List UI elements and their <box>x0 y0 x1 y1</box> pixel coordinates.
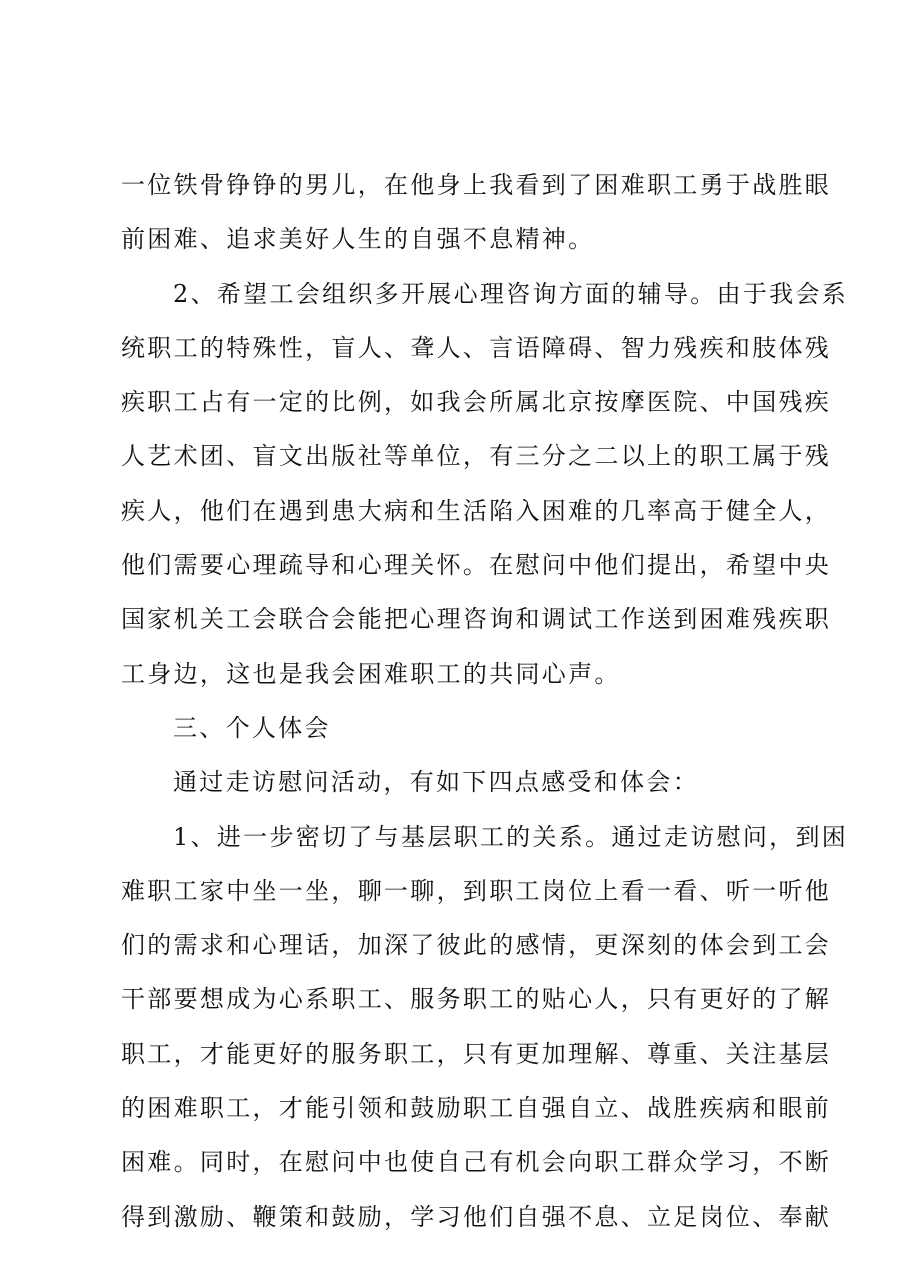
text-line: 疾人，他们在遇到患大病和生活陷入困难的几率高于健全人， <box>121 496 832 525</box>
text-line: 干部要想成为心系职工、服务职工的贴心人，只有更好的了解 <box>121 985 832 1014</box>
text-line: 难职工家中坐一坐，聊一聊，到职工岗位上看一看、听一听他 <box>121 876 832 905</box>
paragraph-start-line: 通过走访慰问活动，有如下四点感受和体会： <box>173 768 699 797</box>
text-line: 疾职工占有一定的比例，如我会所属北京按摩医院、中国残疾 <box>121 388 832 417</box>
section-heading: 三、个人体会 <box>173 713 331 742</box>
text-line: 的困难职工，才能引领和鼓励职工自强自立、战胜疾病和眼前 <box>121 1094 832 1123</box>
text-line: 人艺术团、盲文出版社等单位，有三分之二以上的职工属于残 <box>121 442 832 471</box>
text-line: 一位铁骨铮铮的男儿，在他身上我看到了困难职工勇于战胜眼 <box>121 171 832 199</box>
text-line: 他们需要心理疏导和心理关怀。在慰问中他们提出，希望中央 <box>121 551 832 580</box>
text-line: 困难。同时，在慰问中也使自己有机会向职工群众学习，不断 <box>121 1148 832 1177</box>
text-line: 职工，才能更好的服务职工，只有更加理解、尊重、关注基层 <box>121 1039 832 1068</box>
paragraph-start-line: 1、进一步密切了与基层职工的关系。通过走访慰问，到困 <box>173 822 849 851</box>
text-line: 前困难、追求美好人生的自强不息精神。 <box>121 225 595 254</box>
paragraph-start-line: 2、希望工会组织多开展心理咨询方面的辅导。由于我会系 <box>173 279 849 308</box>
text-line: 国家机关工会联合会能把心理咨询和调试工作送到困难残疾职 <box>121 605 832 634</box>
document-body <box>121 158 849 1244</box>
text-line: 们的需求和心理话，加深了彼此的感情，更深刻的体会到工会 <box>121 931 832 960</box>
text-line: 得到激励、鞭策和鼓励，学习他们自强不息、立足岗位、奉献 <box>121 1202 832 1231</box>
text-line: 工身边，这也是我会困难职工的共同心声。 <box>121 659 621 688</box>
text-line: 统职工的特殊性，盲人、聋人、言语障碍、智力残疾和肢体残 <box>121 333 832 362</box>
